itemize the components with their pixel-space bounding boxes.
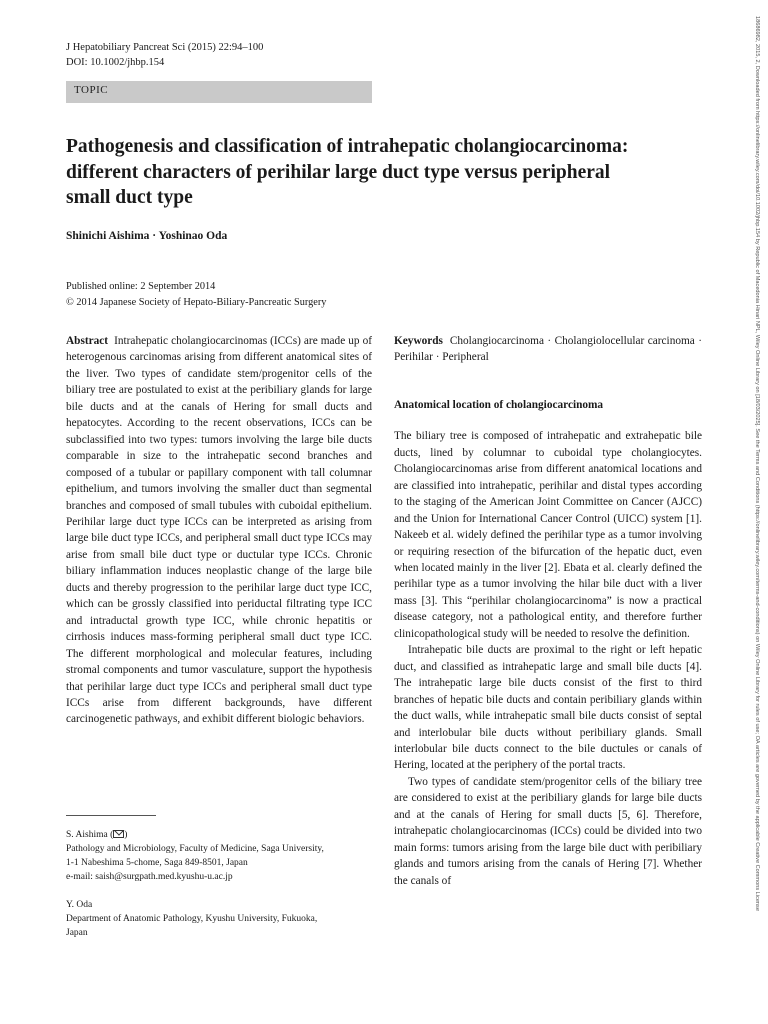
email-address[interactable]: e-mail: saish@surgpath.med.kyushu-u.ac.jp <box>66 872 233 882</box>
section-body <box>394 428 702 889</box>
body-paragraph: The biliary tree is composed of intrahepatic and extrahepatic bile ducts, lined by columnar to cuboidal type cholangiocytes. Cholangiocarcinomas arise from different anatomical locations and are classified into intrahepatic, perihilar and distal types according to the staging of the American Joint Committee on Cancer (AJCC) and the Union for International Cancer Control (UICC) system [1]. Nakeeb et al. widely defined the perihilar type as a tumor involving or requiring resection of the bifurcation of the hepatic duct, even when located mainly in the liver [2]. Ebata et al. clearly defined the perihilar type as a tumor involving the hilar bile duct with a liver mass [3]. This “perihilar cholangiocarcinoma” is now a practical disease category, not a pathological entity, and therefore further clinicopathological study will be needed to resolve the definition. <box>394 430 702 640</box>
topic-label: TOPIC <box>66 81 372 103</box>
author-name: S. Aishima ( <box>66 830 114 840</box>
download-notice: 18686982, 2015, 2, Downloaded from https://onlinelibrary.wiley.com/doi/10.1002/jhbp.154 by Republic of Macedonia Hinari NPL, Wiley Online Library on [18/03/2025]. See the Terms and Conditions (https://onlinelibrary.wiley.com/terms-and-conditions) on Wiley Online Library for rules of use; OA articles are governed by the applicable Creative Commons License <box>754 16 760 911</box>
author-name-suffix: ) <box>124 830 128 840</box>
abstract-label: Abstract <box>66 335 109 347</box>
coauthor-block <box>66 898 376 940</box>
journal-citation: J Hepatobiliary Pancreat Sci (2015) 22:94–100 <box>66 42 264 53</box>
abstract <box>66 333 372 728</box>
published-online-date: Published online: 2 September 2014 <box>66 281 216 292</box>
envelope-icon <box>113 830 124 838</box>
title-line: different characters of perihilar large duct type versus peripheral <box>66 161 611 183</box>
affiliation-line: Pathology and Microbiology, Faculty of Medicine, Saga University, <box>66 844 324 854</box>
publication-info <box>66 279 326 311</box>
footnote-divider <box>66 815 156 816</box>
author-name-line <box>66 828 376 842</box>
keywords-text: Cholangiocarcinoma · Cholangiolocellular carcinoma · Perihilar · Peripheral <box>394 335 702 364</box>
affiliation-line: Department of Anatomic Pathology, Kyushu University, Fukuoka, <box>66 914 318 924</box>
title-line: small duct type <box>66 187 193 208</box>
body-paragraph: Intrahepatic bile ducts are proximal to the right or left hepatic duct, and classified as intrahepatic large and small bile ducts [4]. The intrahepatic large bile ducts consist of the first to third branches of hepatic bile ducts and contain peribiliary glands within the duct walls, while intrahepatic small bile ducts consist of septal and interlobular bile ducts without peribiliary glands. Small interlobular bile ducts connect to the bile ductules or canals of Hering, located at the periphery of the portal tracts. <box>394 644 702 772</box>
section-heading: Anatomical location of cholangiocarcinoma <box>394 398 604 411</box>
journal-citation-block <box>66 40 263 70</box>
right-column <box>394 333 702 889</box>
left-column <box>66 333 372 728</box>
body-paragraph: Two types of candidate stem/progenitor cells of the biliary tree are considered to exist at the peribiliary glands for large bile ducts and at the canals of Hering for small ducts [5, 6]. Therefore, intrahepatic cholangiocarcinomas (ICCs) could be divided into two main forms: tumors arising from the large bile duct with peribiliary glands and tumors arising from the canals of Hering [7]. Whether the canals of <box>394 775 702 887</box>
keywords <box>394 333 702 366</box>
title-line: Pathogenesis and classification of intrahepatic cholangiocarcinoma: <box>66 136 629 157</box>
affiliation-line: Japan <box>66 928 88 938</box>
abstract-text: Intrahepatic cholangiocarcinomas (ICCs) are made up of heterogenous carcinomas arising from different anatomical sites of the liver. Two types of candidate stem/progenitor cells of the biliary tree are postulated to exist at the peribiliary glands for large bile ducts and at the canals of Hering for small ducts and hepatocytes. According to the recent observations, ICCs can be subclassified into two types: tumors involving the large bile ducts comparable in size to the intrahepatic second branches and composed of a tubular or papillary component with tall columnar epithelium, and tumors involving the smaller duct than segmental branches and composed of small tubules with cuboidal epithelium. Perihilar large duct type ICCs can be interpreted as arising from large bile duct type ICCs, and peripheral small duct type ICCs may arise from small bile duct type or ductular type ICCs. Chronic biliary inflammation induces neoplastic change of the large bile ducts and thereby progression to the perihilar large duct type ICC, which can be grossly classified into periductal filtrating type ICC and intraductal growth type ICC, while chronic hepatitis or cirrhosis induces mass-forming peripheral small duct type ICC. The different morphological and molecular features, including stromal components and tumor vasculature, support the hypothesis that perihilar large duct type ICCs and peripheral small duct type ICCs arise from different backgrounds, have different carcinogenetic pathways, and exhibit different biologic behaviors. <box>66 335 372 726</box>
author-list: Shinichi Aishima · Yoshinao Oda <box>66 230 228 242</box>
keywords-label: Keywords <box>394 335 443 347</box>
author-affiliations <box>66 828 376 954</box>
copyright-notice: © 2014 Japanese Society of Hepato-Biliary-Pancreatic Surgery <box>66 297 327 308</box>
author-name: Y. Oda <box>66 900 93 910</box>
corresponding-author-block <box>66 828 376 884</box>
doi-link[interactable]: DOI: 10.1002/jhbp.154 <box>66 57 165 68</box>
address-line: 1-1 Nabeshima 5-chome, Saga 849-8501, Japan <box>66 858 248 868</box>
article-title <box>66 134 696 211</box>
